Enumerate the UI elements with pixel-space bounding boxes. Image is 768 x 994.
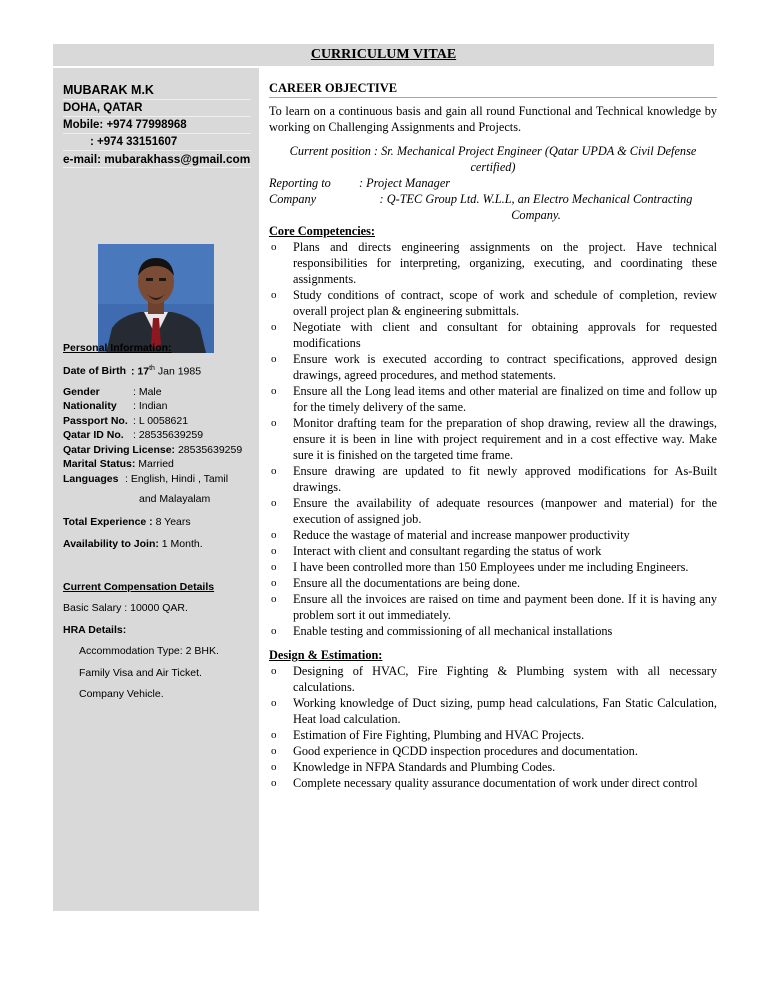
design-estimation-list xyxy=(269,663,717,791)
dob-row xyxy=(63,362,251,379)
nationality-label: Nationality xyxy=(63,400,117,412)
list-item-text: I have been controlled more than 150 Employees under me including Engineers. xyxy=(293,560,689,574)
list-item xyxy=(269,727,717,743)
qid-value: : 28535639259 xyxy=(133,429,204,441)
reporting-label: Reporting to xyxy=(269,176,331,190)
hra-item: Accommodation Type: 2 BHK. xyxy=(79,645,219,657)
bullet-icon: o xyxy=(271,321,277,333)
list-item xyxy=(269,663,717,695)
person-name: MUBARAK M.K xyxy=(63,68,251,100)
bullet-icon: o xyxy=(271,761,277,773)
list-item-text: Ensure all the Long lead items and other material are finalized on time and follow up for the timely delivery of the same. xyxy=(293,384,717,414)
bullet-icon: o xyxy=(271,777,277,789)
bullet-icon: o xyxy=(271,289,277,301)
list-item xyxy=(269,623,717,639)
bullet-icon: o xyxy=(271,417,277,429)
list-item xyxy=(269,759,717,775)
company-label: Company xyxy=(269,192,317,206)
dob-sup: th xyxy=(149,364,155,372)
current-position: Current position : Sr. Mechanical Project Engineer (Qatar UPDA & Civil Defense certified) xyxy=(289,144,697,174)
availability-value: 1 Month. xyxy=(158,538,203,550)
bullet-icon: o xyxy=(271,529,277,541)
list-item-text: Ensure drawing are updated to fit newly approved modifications for As-Built drawings. xyxy=(293,464,717,494)
passport-value: : L 0058621 xyxy=(133,414,189,427)
license-row xyxy=(63,443,251,458)
availability-row xyxy=(63,537,251,552)
basic-salary: Basic Salary : 10000 QAR. xyxy=(63,602,188,614)
list-item-text: Good experience in QCDD inspection procedures and documentation. xyxy=(293,744,638,758)
hra-item: Company Vehicle. xyxy=(79,688,164,700)
personal-info-heading: Personal Information: xyxy=(63,342,172,354)
gender-label: Gender xyxy=(63,385,100,398)
list-item-text: Enable testing and commissioning of all mechanical installations xyxy=(293,624,613,638)
compensation-heading: Current Compensation Details xyxy=(63,580,215,593)
license-label: Qatar Driving License: xyxy=(63,443,176,456)
list-item xyxy=(269,775,717,791)
nationality-value: : Indian xyxy=(133,400,168,412)
main-content xyxy=(269,80,717,791)
personal-info xyxy=(63,341,251,702)
list-item-text: Designing of HVAC, Fire Fighting & Plumbing system with all necessary calculations. xyxy=(293,664,717,694)
bullet-icon: o xyxy=(271,593,277,605)
list-item xyxy=(269,527,717,543)
core-competencies-list xyxy=(269,239,717,639)
list-item xyxy=(269,239,717,287)
bullet-icon: o xyxy=(271,729,277,741)
hra-item: Family Visa and Air Ticket. xyxy=(79,666,202,679)
list-item xyxy=(269,319,717,351)
title-bar xyxy=(53,44,714,66)
license-value: 28535639259 xyxy=(175,443,243,456)
list-item-text: Reduce the wastage of material and increase manpower productivity xyxy=(293,528,630,542)
gender-value: : Male xyxy=(133,385,162,398)
list-item xyxy=(269,559,717,575)
list-item xyxy=(269,495,717,527)
bullet-icon: o xyxy=(271,577,277,589)
list-item xyxy=(269,743,717,759)
bullet-icon: o xyxy=(271,697,277,709)
languages-value: : English, Hindi , Tamil xyxy=(125,472,229,485)
dob-rest: Jan 1985 xyxy=(154,365,202,377)
document-title: CURRICULUM VITAE xyxy=(310,47,457,62)
bullet-icon: o xyxy=(271,497,277,509)
marital-row xyxy=(63,457,251,472)
email: e-mail: mubarakhass@gmail.com xyxy=(63,152,251,166)
languages-label: Languages xyxy=(63,472,119,485)
list-item xyxy=(269,591,717,623)
reporting-row xyxy=(269,175,717,191)
passport-label: Passport No. xyxy=(63,414,128,427)
list-item-text: Estimation of Fire Fighting, Plumbing and HVAC Projects. xyxy=(293,728,585,742)
contact-block xyxy=(63,68,251,168)
list-item-text: Knowledge in NFPA Standards and Plumbing Codes. xyxy=(293,760,556,774)
bullet-icon: o xyxy=(271,561,277,573)
experience-row xyxy=(63,515,251,530)
bullet-icon: o xyxy=(271,665,277,677)
bullet-icon: o xyxy=(271,745,277,757)
list-item xyxy=(269,575,717,591)
list-item-text: Negotiate with client and consultant for obtaining approvals for requested modifications xyxy=(293,320,717,350)
marital-label: Marital Status: xyxy=(63,458,136,470)
languages-row-2: and Malayalam xyxy=(139,493,211,505)
list-item xyxy=(269,351,717,383)
list-item-text: Working knowledge of Duct sizing, pump head calculations, Fan Static Calculation, Heat load calculation. xyxy=(293,696,717,726)
objective-heading: CAREER OBJECTIVE xyxy=(269,80,717,98)
list-item xyxy=(269,463,717,495)
location: DOHA, QATAR xyxy=(63,100,251,117)
list-item-text: Monitor drafting team for the preparation of shop drawing, review all the drawings, ensure it is been in line with project requirement and in a cost effective way. Make sure it is finished on the targeted time frame. xyxy=(293,416,717,462)
qid-row xyxy=(63,428,251,443)
list-item-text: Ensure work is executed according to contract specifications, approved design drawings, agreed procedures, and method statements. xyxy=(293,352,717,382)
list-item-text: Complete necessary quality assurance documentation of work under direct control xyxy=(293,776,698,790)
gender-row xyxy=(63,385,251,400)
availability-label: Availability to Join: xyxy=(63,538,159,550)
dob-day: : 17 xyxy=(131,365,150,377)
list-item xyxy=(269,695,717,727)
list-item xyxy=(269,415,717,463)
design-estimation-heading: Design & Estimation: xyxy=(269,648,383,662)
bullet-icon: o xyxy=(271,625,277,637)
reporting-value: : Project Manager xyxy=(359,176,451,190)
bullet-icon: o xyxy=(271,465,277,477)
profile-photo xyxy=(98,244,214,353)
marital-value: Married xyxy=(135,458,174,470)
mobile-number: Mobile: +974 77998968 xyxy=(63,117,251,134)
core-competencies-heading: Core Competencies: xyxy=(269,224,375,238)
list-item-text: Study conditions of contract, scope of work and schedule of completion, review overall project plan & engineering submittals. xyxy=(293,288,717,318)
qid-label: Qatar ID No. xyxy=(63,429,124,441)
list-item-text: Ensure the availability of adequate resources (manpower and material) for the execution of assigned job. xyxy=(293,496,717,526)
hra-heading: HRA Details: xyxy=(63,623,127,636)
mobile-number-2: : +974 33151607 xyxy=(63,134,251,151)
list-item-text: Interact with client and consultant regarding the status of work xyxy=(293,544,602,558)
experience-value: 8 Years xyxy=(152,515,191,528)
experience-label: Total Experience : xyxy=(63,515,153,528)
bullet-icon: o xyxy=(271,241,277,253)
list-item xyxy=(269,383,717,415)
bullet-icon: o xyxy=(271,353,277,365)
company-value: : Q-TEC Group Ltd. W.L.L, an Electro Mechanical Contracting Company. xyxy=(379,192,693,222)
list-item-text: Ensure all the invoices are raised on time and payment been done. If it is having any problem sort it out immediately. xyxy=(293,592,717,622)
passport-row xyxy=(63,414,251,429)
nationality-row xyxy=(63,399,251,414)
list-item-text: Plans and directs engineering assignments on the project. Have technical responsibilities for interpreting, organizing, executing, and coordinating these assignments. xyxy=(293,240,717,286)
sidebar xyxy=(53,68,259,911)
bullet-icon: o xyxy=(271,385,277,397)
list-item-text: Ensure all the documentations are being done. xyxy=(293,576,521,590)
bullet-icon: o xyxy=(271,545,277,557)
dob-label: Date of Birth xyxy=(63,365,126,377)
company-row xyxy=(269,191,717,223)
list-item xyxy=(269,543,717,559)
languages-row xyxy=(63,472,251,487)
objective-text: To learn on a continuous basis and gain all round Functional and Technical knowledge by working on Challenging Assignments and Projects. xyxy=(269,104,717,134)
list-item xyxy=(269,287,717,319)
